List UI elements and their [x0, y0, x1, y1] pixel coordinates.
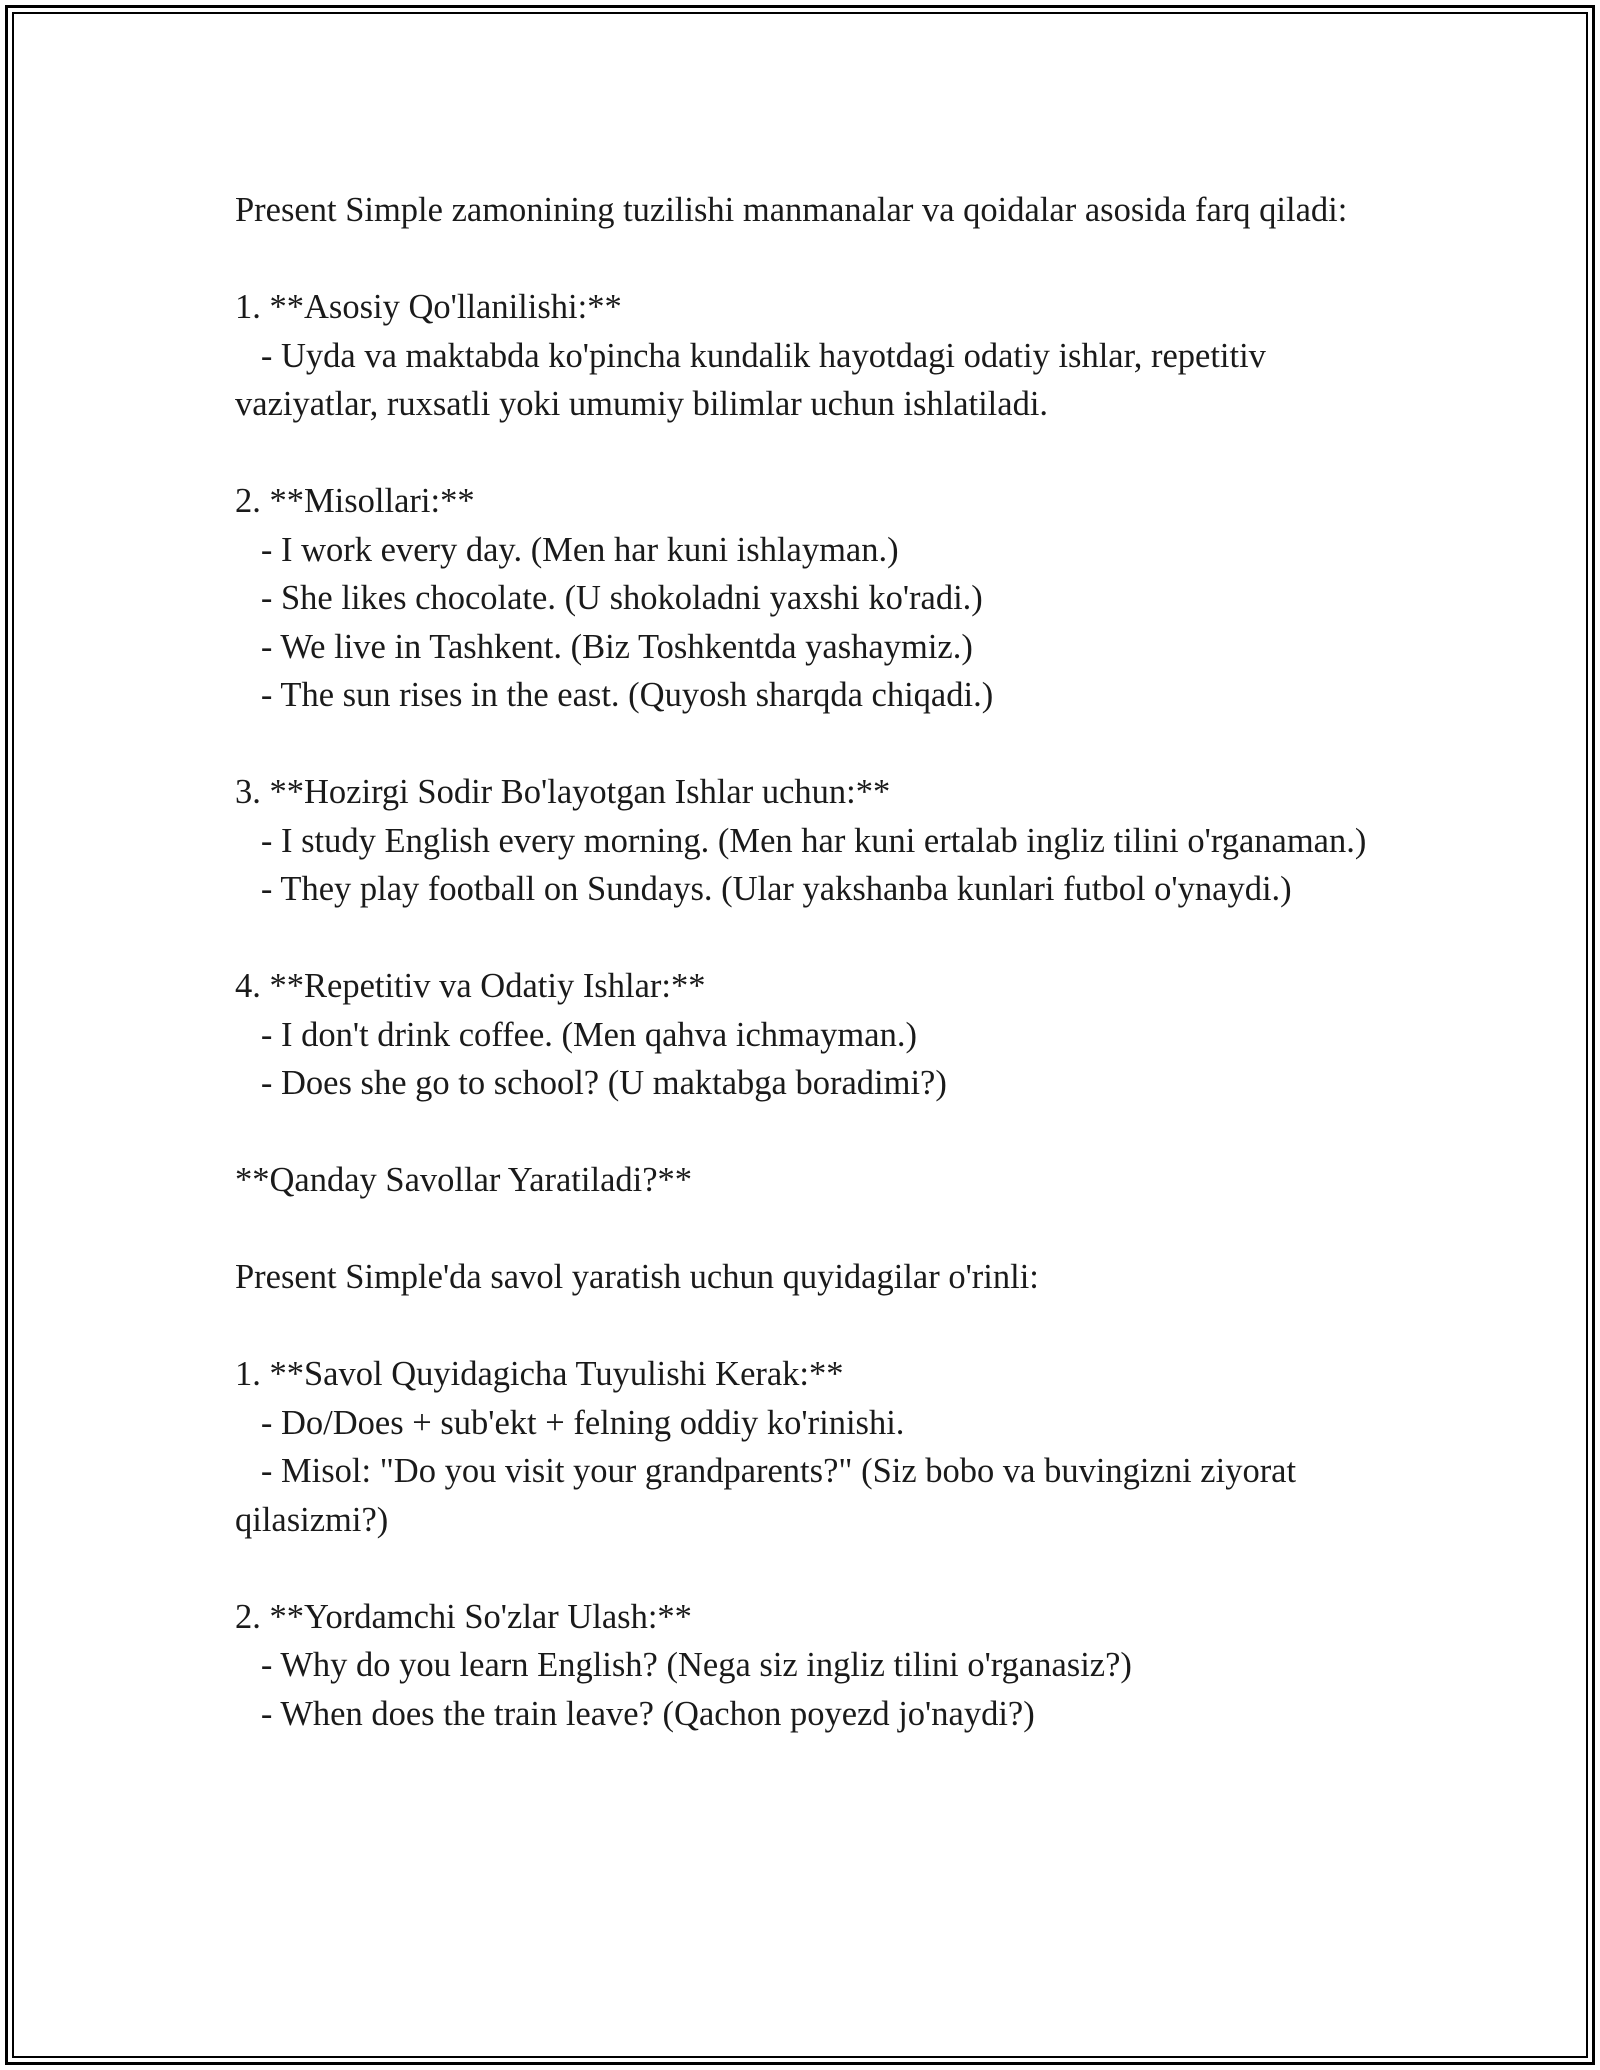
list-item: - I study English every morning. (Men har kuni ertalab ingliz tilini o'rganaman.) — [235, 821, 1367, 860]
blank-line — [235, 429, 1375, 478]
section-heading: 2. **Yordamchi So'zlar Ulash:** — [235, 1597, 692, 1636]
list-item: - Why do you learn English? (Nega siz ingliz tilini o'rganasiz?) — [235, 1646, 1132, 1684]
blank-line — [235, 1302, 1375, 1351]
list-item: - Uyda va maktabda ko'pincha kundalik hayotdagi odatiy ishlar, repetitiv vaziyatlar, ruxsatli yoki umumiy bilimlar uchun ishlatiladi. — [235, 336, 1275, 423]
section-heading: 1. **Savol Quyidagicha Tuyulishi Kerak:** — [235, 1355, 844, 1393]
section-heading: 4. **Repetitiv va Odatiy Ishlar:** — [235, 967, 706, 1005]
paragraph: Present Simple'da savol yaratish uchun quyidagilar o'rinli: — [235, 1258, 1039, 1296]
section-heading: 2. **Misollari:** — [235, 482, 475, 520]
list-item: - We live in Tashkent. (Biz Toshkentda yashaymiz.) — [235, 627, 973, 666]
intro-paragraph: Present Simple zamonining tuzilishi manmanalar va qoidalar asosida farq qiladi: — [235, 191, 1348, 229]
list-item: - They play football on Sundays. (Ular yakshanba kunlari futbol o'ynaydi.) — [235, 870, 1292, 908]
blank-line — [235, 720, 1375, 769]
list-item: - I don't drink coffee. (Men qahva ichmayman.) — [235, 1015, 917, 1054]
list-item: - The sun rises in the east. (Quyosh sharqda chiqadi.) — [235, 676, 994, 714]
blank-line — [235, 1544, 1375, 1593]
list-item: - Do/Does + sub'ekt + felning oddiy ko'rinishi. — [235, 1403, 905, 1442]
list-item: - Misol: "Do you visit your grandparents?" (Siz bobo va buvingizni ziyorat qilasizmi?) — [235, 1452, 1305, 1539]
list-item: - When does the train leave? (Qachon poyezd jo'naydi?) — [235, 1694, 1035, 1733]
list-item: - I work every day. (Men har kuni ishlayman.) — [235, 530, 899, 569]
subheading: **Qanday Savollar Yaratiladi?** — [235, 1161, 693, 1199]
list-item: - She likes chocolate. (U shokoladni yaxshi ko'radi.) — [235, 579, 983, 617]
blank-line — [235, 235, 1375, 284]
blank-line — [235, 914, 1375, 963]
list-item: - Does she go to school? (U maktabga boradimi?) — [235, 1064, 947, 1102]
section-heading: 1. **Asosiy Qo'llanilishi:** — [235, 288, 622, 326]
section-heading: 3. **Hozirgi Sodir Bo'layotgan Ishlar uchun:** — [235, 773, 891, 811]
blank-line — [235, 1205, 1375, 1254]
document-body — [235, 186, 1375, 1738]
blank-line — [235, 1108, 1375, 1157]
